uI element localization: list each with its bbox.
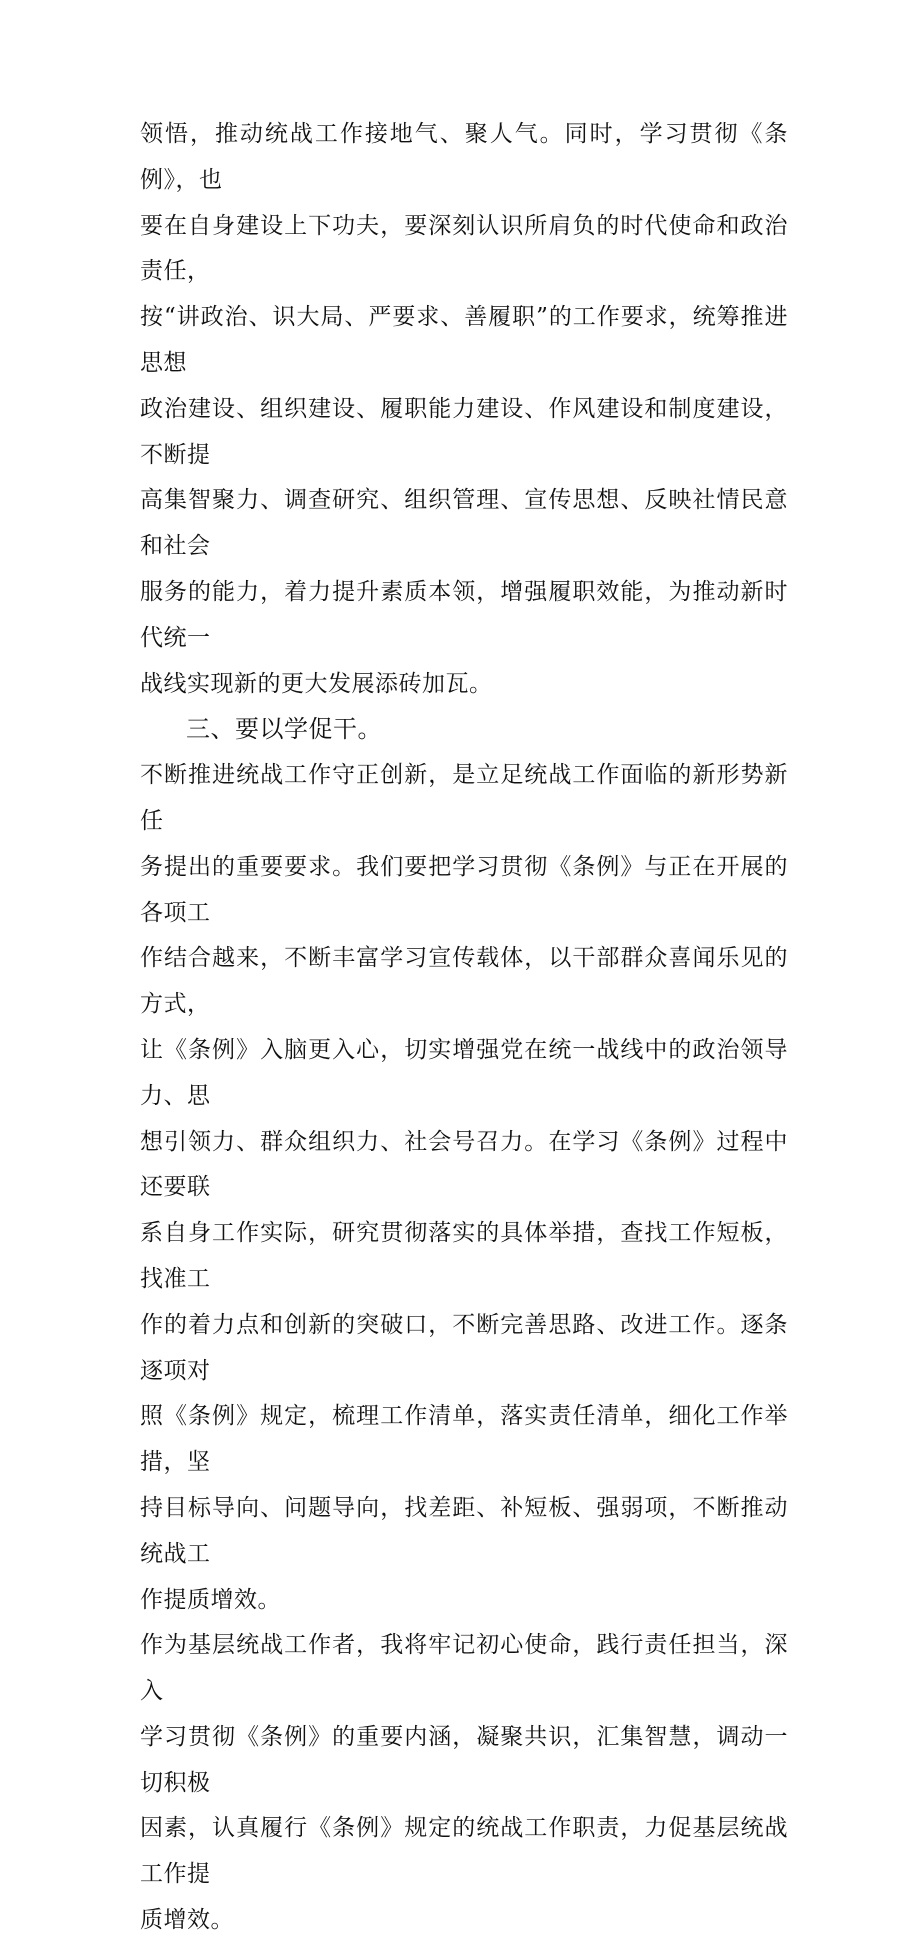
- document-body: [140, 112, 788, 1944]
- paragraph-conclusion: 作为基层统战工作者，我将牢记初心使命，践行责任担当，深入 学习贯彻《条例》的重要内涵，凝聚共识，汇集智慧，调动一切积极 因素，认真履行《条例》规定的统战工作职责，力促基层统战工作提 质增效。: [140, 1632, 788, 1934]
- section-heading-3: 三、要以学促干。: [186, 715, 382, 744]
- paragraph-section-3-body: 不断推进统战工作守正创新，是立足统战工作面临的新形势新任 务提出的重要要求。我们要把学习贯彻《条例》与正在开展的各项工 作结合越来，不断丰富学习宣传载体，以干部群众喜闻乐见的方式， 让《条例》入脑更入心，切实增强党在统一战线中的政治领导力、思 想引领力、群众组织力、社会号召力。在学习《条例》过程中还要联 系自身工作实际，研究贯彻落实的具体举措，查找工作短板，找准工 作的着力点和创新的突破口，不断完善思路、改进工作。逐条逐项对 照《条例》规定，梳理工作清单，落实责任清单，细化工作举措，坚 持目标导向、问题导向，找差距、补短板、强弱项，不断推动统战工 作提质增效。: [140, 762, 788, 1613]
- paragraph-continuation: 领悟，推动统战工作接地气、聚人气。同时，学习贯彻《条例》，也 要在自身建设上下功夫，要深刻认识所肩负的时代使命和政治责任， 按“讲政治、识大局、严要求、善履职”的工作要求，统筹推进思想 政治建设、组织建设、履职能力建设、作风建设和制度建设，不断提 高集智聚力、调查研究、组织管理、宣传思想、反映社情民意和社会 服务的能力，着力提升素质本领，增强履职效能，为推动新时代统一 战线实现新的更大发展添砖加瓦。: [140, 121, 788, 697]
